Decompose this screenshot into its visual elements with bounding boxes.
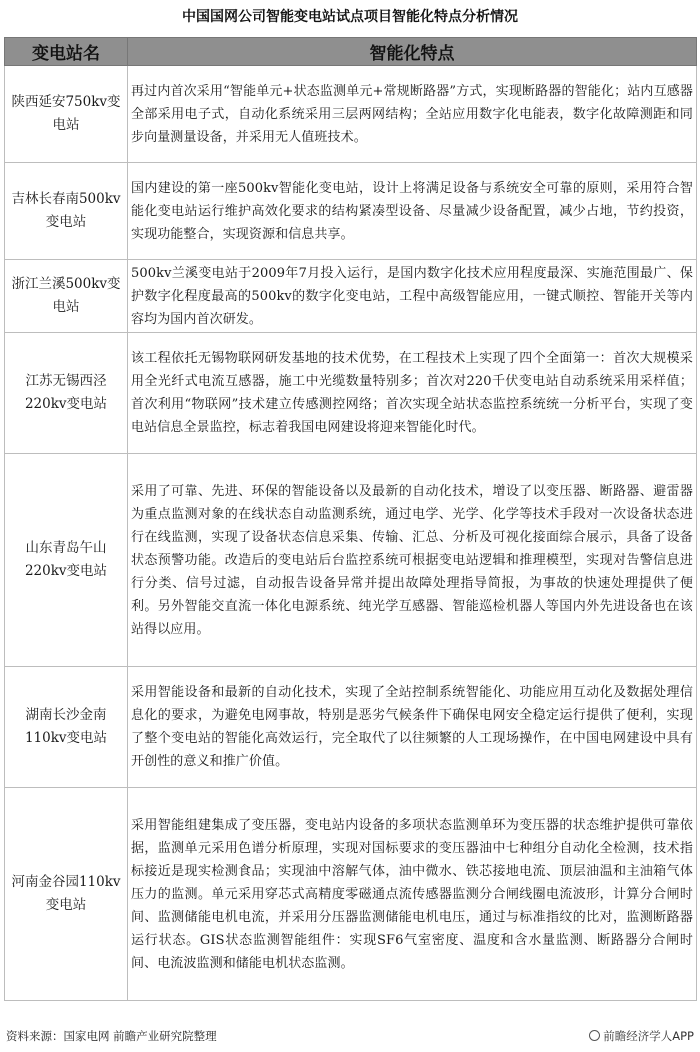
station-name-cell: 江苏无锡西泾220kv变电站 xyxy=(5,333,128,454)
header-station-name: 变电站名 xyxy=(5,38,128,66)
features-table xyxy=(4,37,697,1001)
table-row xyxy=(5,66,697,163)
feature-desc-cell: 再过内首次采用“智能单元+状态监测单元+常规断路器”方式，实现断路器的智能化；站内互感器全部采用电子式，自动化系统采用三层两网结构；全站应用数字化电能表，数字化故障测距和同步向量测量设备，并采用无人值班技术。 xyxy=(128,66,697,163)
feature-desc-cell: 该工程依托无锡物联网研发基地的技术优势，在工程技术上实现了四个全面第一：首次大规模采用全光纤式电流互感器，施工中光缆数量特别多；首次对220千伏变电站自动系统采用采样值；首次利用“物联网”技术建立传感测控网络；首次实现全站状态监控系统统一分析平台，实现了变电站信息全景监控，标志着我国电网建设将迎来智能化时代。 xyxy=(128,333,697,454)
table-row xyxy=(5,667,697,788)
feature-desc-cell: 国内建设的第一座500kv智能化变电站，设计上将满足设备与系统安全可靠的原则，采用符合智能化变电站运行维护高效化要求的结构紧凑型设备、尽量减少设备配置，减少占地，节约投资，实现功能整合，实现资源和信息共享。 xyxy=(128,163,697,260)
station-name-cell: 山东青岛午山220kv变电站 xyxy=(5,454,128,667)
station-name-cell: 吉林长春南500kv变电站 xyxy=(5,163,128,260)
feature-desc-cell: 采用了可靠、先进、环保的智能设备以及最新的自动化技术，增设了以变压器、断路器、避雷器为重点监测对象的在线状态自动监测系统，通过电学、光学、化学等技术手段对一次设备状态进行在线监测，实现了设备状态信息采集、传输、汇总、分析及可视化接面综合展示，具备了设备状态预警功能。改造后的变电站后台监控系统可根据变电站逻辑和推理模型，实现对告警信息进行分类、信号过滤，自动报告设备异常并提出故障处理指导简报，为事故的快速处理提供了便利。另外智能交直流一体化电源系统、纯光学互感器、智能巡检机器人等国内外先进设备也在该站得以应用。 xyxy=(128,454,697,667)
brand-label: 前瞻经济学人APP xyxy=(603,1029,694,1043)
header-features: 智能化特点 xyxy=(128,38,697,66)
table-row xyxy=(5,788,697,1001)
station-name-cell: 陕西延安750kv变电站 xyxy=(5,66,128,163)
table-row xyxy=(5,454,697,667)
station-name-cell: 浙江兰溪500kv变电站 xyxy=(5,260,128,333)
station-name-cell: 河南金谷园110kv变电站 xyxy=(5,788,128,1001)
source-note: 资料来源：国家电网 前瞻产业研究院整理 xyxy=(6,1029,217,1043)
feature-desc-cell: 500kv兰溪变电站于2009年7月投入运行，是国内数字化技术应用程度最深、实施范围最广、保护数字化程度最高的500kv的数字化变电站，工程中高级智能应用，一键式顺控、智能开关等内容均为国内首次研发。 xyxy=(128,260,697,333)
table-header-row xyxy=(5,38,697,66)
table-row xyxy=(5,260,697,333)
table-row xyxy=(5,163,697,260)
feature-desc-cell: 采用智能设备和最新的自动化技术，实现了全站控制系统智能化、功能应用互动化及数据处理信息化的要求，为避免电网事故，特别是恶劣气候条件下确保电网安全稳定运行提供了便利，实现了整个变电站的智能化高效运行，完全取代了以往频繁的人工现场操作，在中国电网建设中具有开创性的意义和推广价值。 xyxy=(128,667,697,788)
feature-desc-cell: 采用智能组建集成了变压器，变电站内设备的多项状态监测单环为变压器的状态维护提供可靠依据，监测单元采用色谱分析原理，实现对国标要求的变压器油中七种组分自动化全检测，技术指标接近是现实检测食品；实现油中溶解气体，油中微水、铁芯接地电流、顶层油温和主油箱气体压力的监测。单元采用穿芯式高精度零磁通点流传感器监测分合闸线圈电流波形，计算分合闸时间、监测储能电机电流，并采用分压器监测储能电机电压，通过与标准指纹的比对，监测断路器运行状态。GIS状态监测智能组件：实现SF6气室密度、温度和含水量监测、断路器分合闸时间、电流波监测和储能电机状态监测。 xyxy=(128,788,697,1001)
page-title: 中国国网公司智能变电站试点项目智能化特点分析情况 xyxy=(182,9,518,25)
brand-logo-icon xyxy=(589,1030,600,1041)
table-row xyxy=(5,333,697,454)
footer xyxy=(6,1024,694,1048)
brand-credit xyxy=(589,1028,694,1044)
station-name-cell: 湖南长沙金南110kv变电站 xyxy=(5,667,128,788)
